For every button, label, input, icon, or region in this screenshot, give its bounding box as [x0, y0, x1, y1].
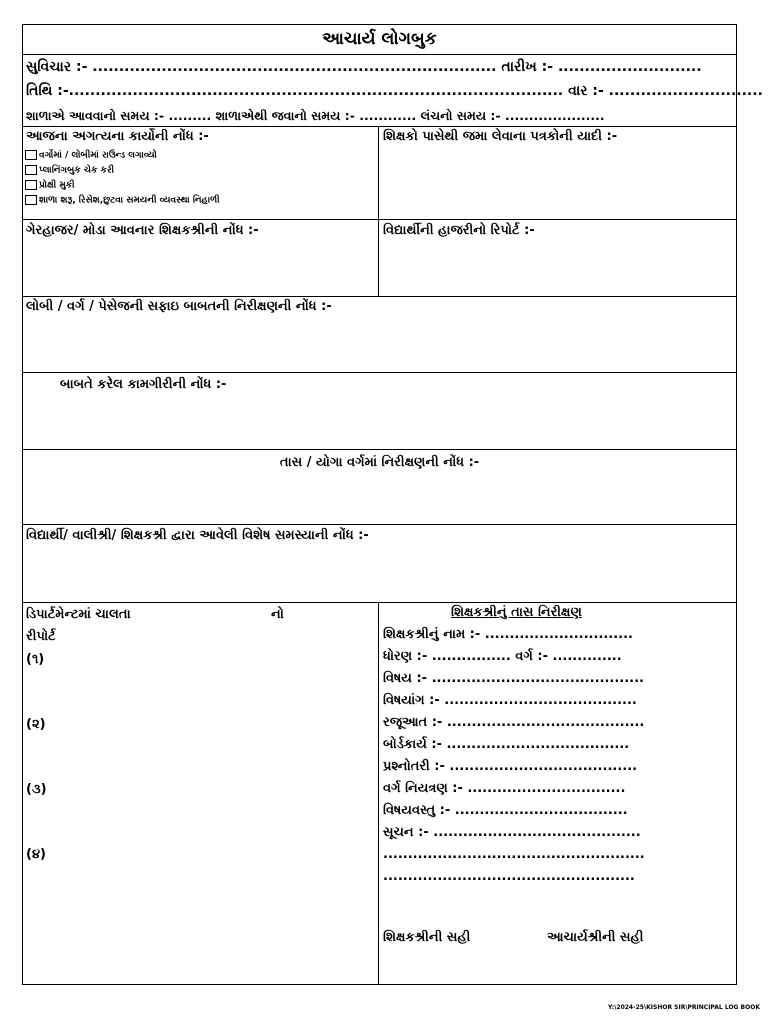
inspection-field: વર્ગ નિયત્રણ :- ................................: [383, 781, 626, 796]
divider: [23, 126, 736, 127]
checkbox[interactable]: [25, 195, 37, 205]
teacher-signature-label: શિક્ષકશ્રીની સહી: [383, 930, 471, 945]
report-item-number: (૧): [26, 652, 45, 667]
divider: [23, 54, 736, 55]
thought-date-line: સુવિચાર :- ............................................................................ તારીખ :- ...........................: [26, 59, 702, 75]
logbook-sheet: [22, 24, 763, 985]
checklist-item[interactable]: શાળા શરૂ, રિસેશ,છુટવા સમયની વ્યવસ્થા નિહાળી: [25, 195, 220, 206]
divider: [23, 524, 736, 525]
period-yoga-label: તાસ / યોગા વર્ગમાં નિરીક્ષણની નોંધ :-: [279, 455, 480, 470]
checkbox[interactable]: [25, 165, 37, 175]
work-done-label: બાબતે કરેલ કામગીરીની નોંધ :-: [60, 377, 227, 392]
column-divider: [378, 126, 379, 297]
principal-signature-label: આચાર્યશ્રીની સહી: [547, 930, 644, 945]
checkbox[interactable]: [25, 150, 37, 160]
column-divider: [378, 602, 379, 985]
absent-teachers-label: ગેરહાજર/ મોડા આવનાર શિક્ષકશ્રીની નોંધ :-: [26, 223, 259, 238]
inspection-heading: શિક્ષકશ્રીનું તાસ નિરીક્ષણ: [451, 605, 582, 620]
checklist-item[interactable]: વર્ગોમાં / લોબીમાં રાઉન્ડ લગાવ્યો: [25, 150, 157, 161]
inspection-field: બોર્ડકાર્ય :- .....................................: [383, 737, 630, 752]
report-item-number: (૪): [26, 847, 46, 862]
inspection-field: રજૂઆત :- ........................................: [383, 715, 645, 730]
divider: [23, 372, 736, 373]
timing-line: શાળાએ આવવાનો સમય :- ......... શાળાએથી જવાનો સમય :- ............ લંચનો સમય :- .....................: [26, 108, 605, 123]
letters-label: શિક્ષકો પાસેથી જમા લેવાના પત્રકોની યાદી :-: [383, 129, 618, 144]
department-label-suffix: નો: [271, 607, 284, 622]
inspection-field: ધોરણ :- ................ વર્ગ :- ..............: [383, 649, 622, 664]
checklist-item[interactable]: પ્રોક્ષી મુકી: [25, 180, 75, 191]
checkbox[interactable]: [25, 180, 37, 190]
report-item-number: (૩): [26, 782, 47, 797]
inspection-field: સૂચન :- ..........................................: [383, 825, 641, 840]
department-report-label: રીપોર્ટ: [26, 629, 56, 644]
department-label: ડિપાર્ટમેન્ટમાં ચાલતા: [26, 607, 131, 622]
attendance-label: વિદ્યાર્થીની હાજરીનો રિપોર્ટ :-: [383, 223, 535, 238]
special-problems-label: વિદ્યાર્થી/ વાલીશ્રી/ શિક્ષકશ્રી દ્વારા આવેલી વિશેષ સમસ્યાની નોંધ :-: [26, 528, 369, 543]
important-work-label: આજના અગત્યના કાર્યોની નોંધ :-: [26, 129, 209, 144]
divider: [23, 296, 736, 297]
page-title: આચાર્ય લોગબુક: [322, 29, 437, 49]
inspection-field: પ્રશ્નોતરી :- ......................................: [383, 759, 638, 774]
report-item-number: (૨): [26, 717, 46, 732]
tithi-day-line: તિથિ :-............................................................................................. વાર :- .............................: [26, 83, 763, 99]
divider: [23, 602, 736, 603]
divider: [23, 219, 736, 220]
checklist-item[interactable]: પ્લાનિંગબુક ચેક કરી: [25, 165, 114, 176]
divider: [23, 449, 736, 450]
inspection-field: શિક્ષકશ્રીનું નામ :- ..............................: [383, 627, 633, 642]
inspection-field: વિષયાંગ :- .......................................: [383, 693, 637, 708]
file-path-footer: Y:\2024-25\KISHOR SIR\PRINCIPAL LOG BOOK: [607, 1004, 760, 1011]
inspection-field: વિષય :- ...........................................: [383, 671, 644, 686]
inspection-field: .....................................................: [383, 847, 645, 862]
inspection-field: ...................................................: [383, 869, 635, 884]
cleanliness-label: લોબી / વર્ગ / પેસેજની સફાઇ બાબતની નિરીક્ષણની નોંધ :-: [26, 299, 332, 314]
inspection-field: વિષયવસ્તુ :- ...................................: [383, 803, 628, 818]
